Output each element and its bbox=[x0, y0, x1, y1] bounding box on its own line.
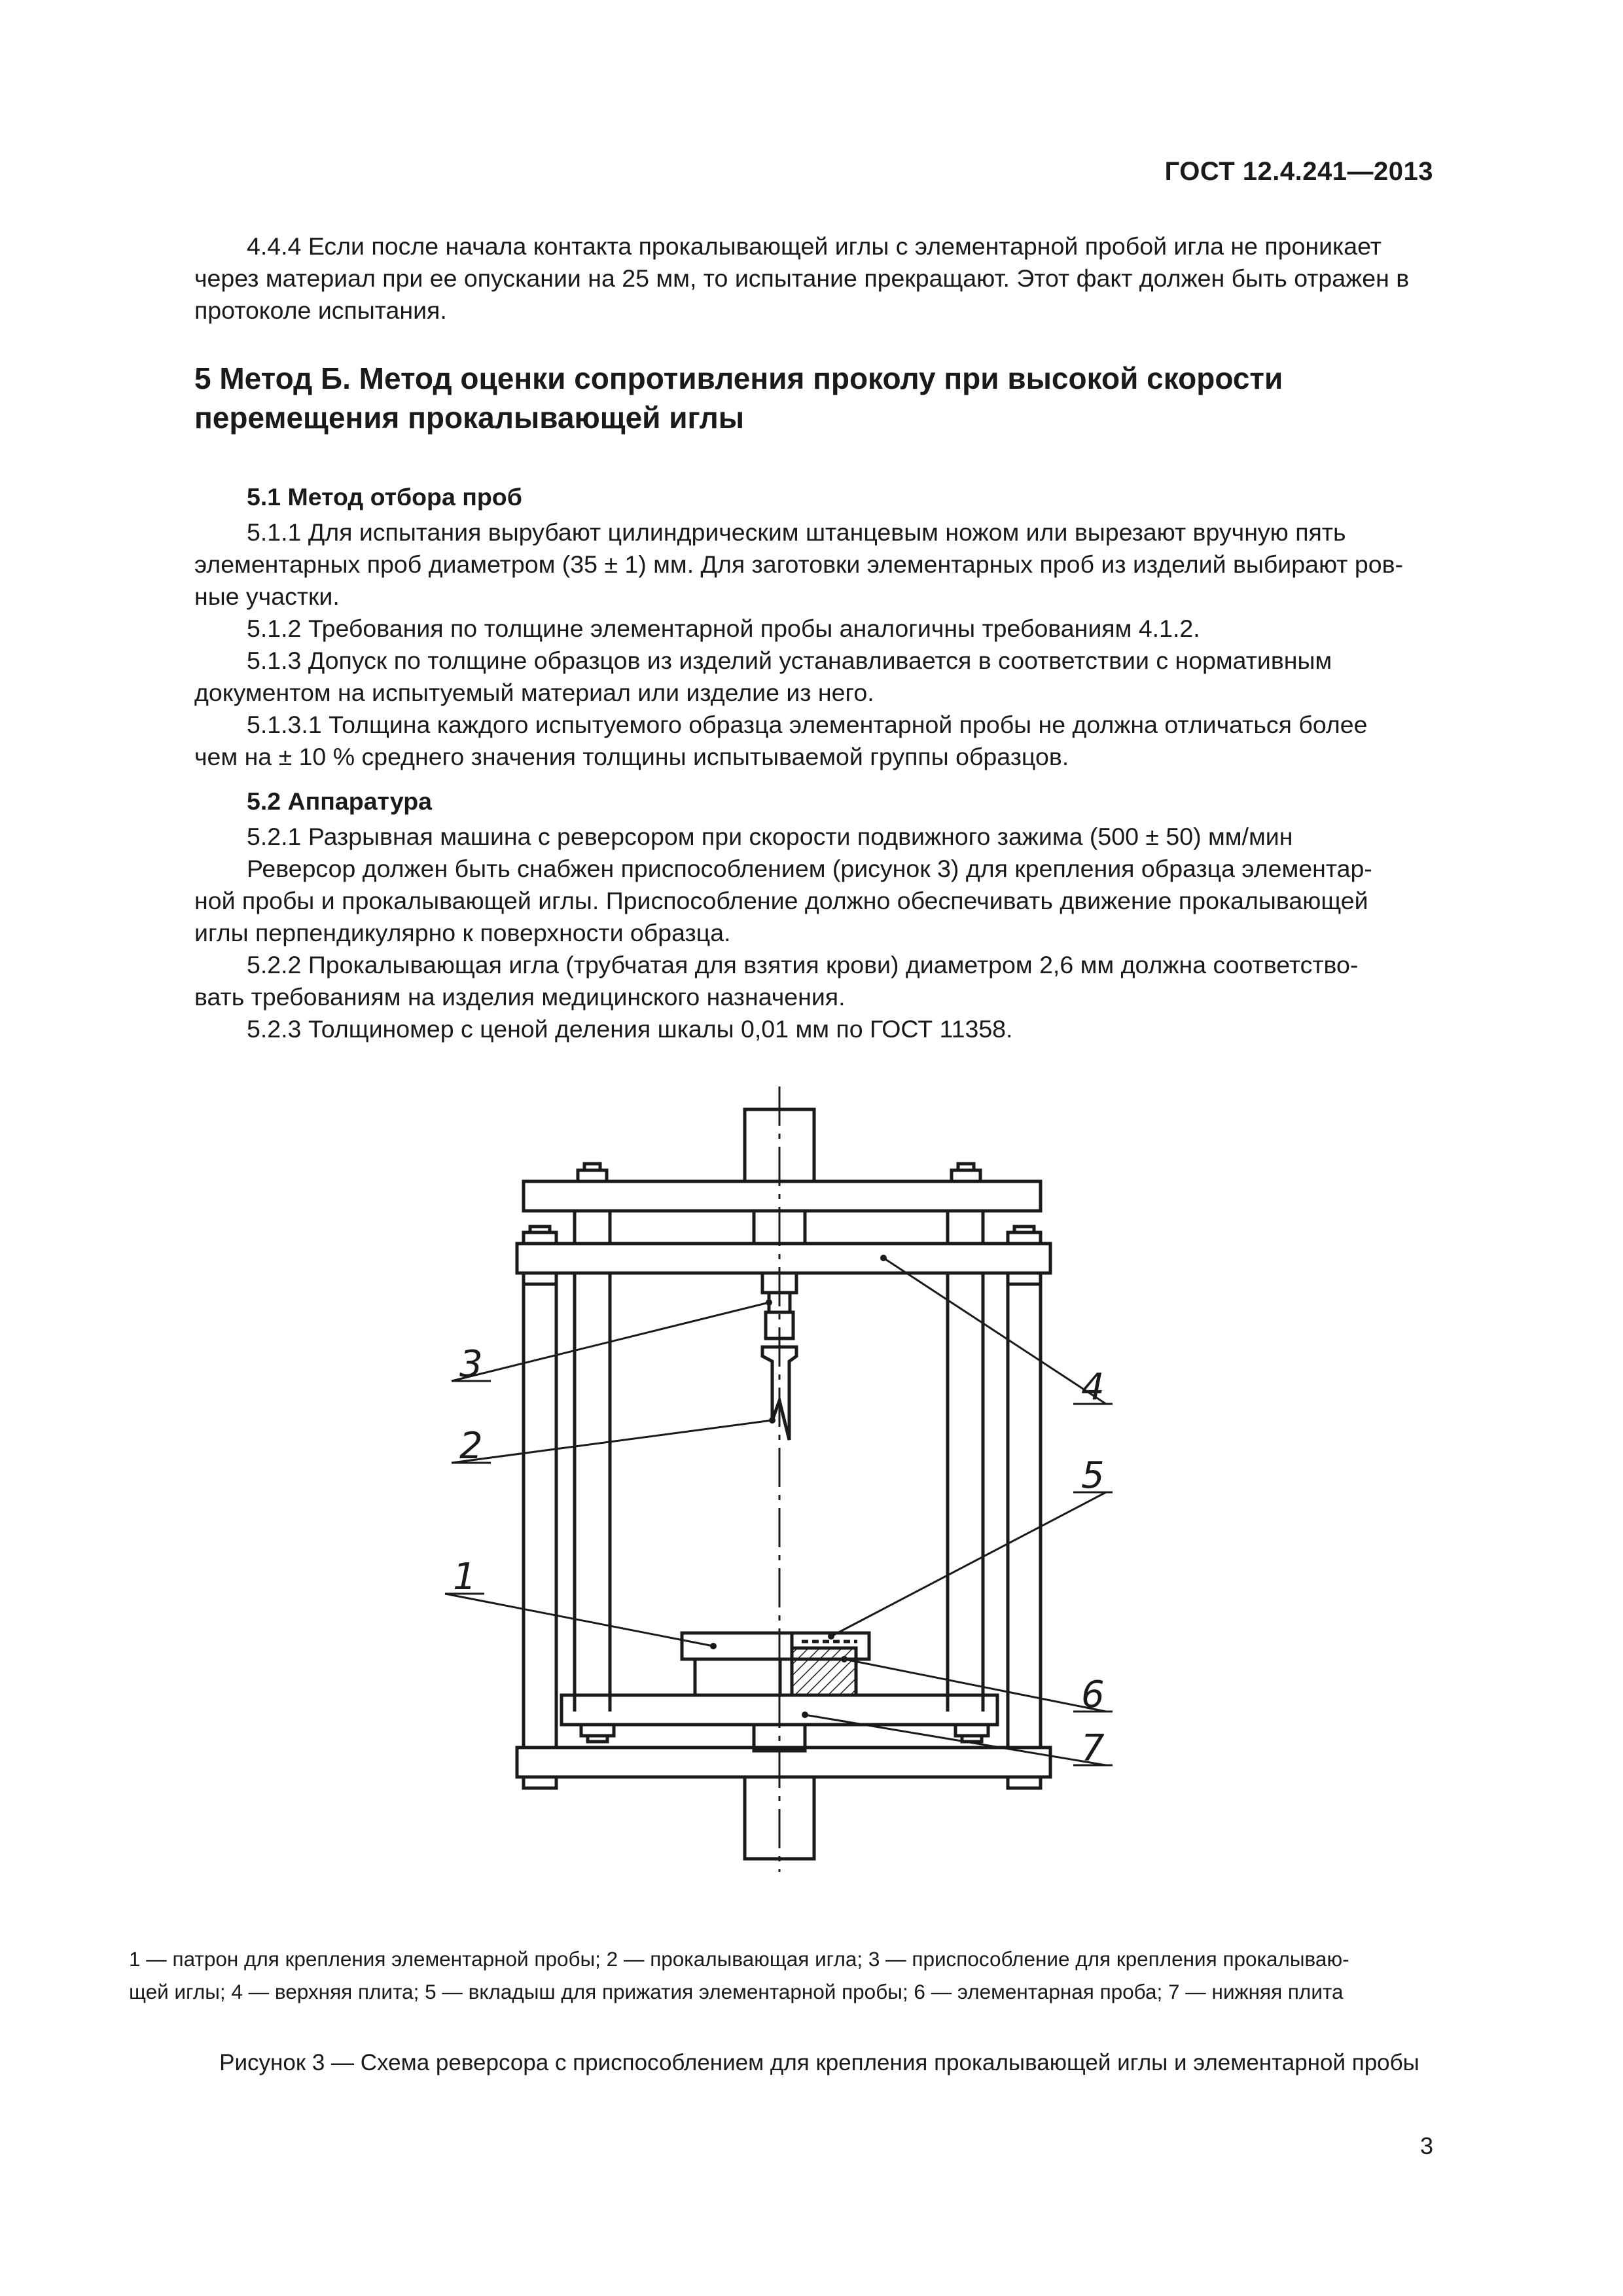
subsection-heading: 5.1 Метод отбора проб bbox=[247, 483, 522, 511]
callout-4: 4 bbox=[1081, 1366, 1105, 1408]
text-line: 5.2.3 Толщиномер с ценой деления шкалы 0,01 мм по ГОСТ 11358. bbox=[247, 1015, 1013, 1043]
section-title-line: перемещения прокалывающей иглы bbox=[194, 401, 745, 435]
standard-code: ГОСТ 12.4.241—2013 bbox=[1164, 157, 1433, 186]
section-title-line: 5 Метод Б. Метод оценки сопротивления проколу при высокой скорости bbox=[194, 361, 1283, 395]
text-line: 5.1.2 Требования по толщине элементарной пробы аналогичны требованиям 4.1.2. bbox=[247, 615, 1200, 642]
text-line: через материал при ее опускании на 25 мм, то испытание прекращают. Этот факт должен быть отражен в bbox=[194, 264, 1410, 292]
figure-3-reverser-diagram bbox=[425, 1086, 1158, 1898]
legend-line: 1 — патрон для крепления элементарной пробы; 2 — прокалывающая игла; 3 — приспособление для крепления прокалываю- bbox=[129, 1947, 1349, 1971]
elementary-sample bbox=[792, 1648, 856, 1695]
text-line: 5.2.2 Прокалывающая игла (трубчатая для взятия крови) диаметром 2,6 мм должна соответство- bbox=[247, 951, 1359, 978]
callout-7: 7 bbox=[1081, 1727, 1105, 1770]
text-line: 5.1.1 Для испытания вырубают цилиндрическим штанцевым ножом или вырезают вручную пять bbox=[247, 518, 1346, 546]
text-line: ные участки. bbox=[194, 583, 340, 610]
figure-caption: Рисунок 3 — Схема реверсора с приспособлением для крепления прокалывающей иглы и элементарной пробы bbox=[219, 2050, 1419, 2075]
callout-1: 1 bbox=[453, 1556, 476, 1598]
paragraph-4-4-4 bbox=[194, 230, 1444, 327]
text-line: 4.4.4 Если после начала контакта прокалывающей иглы с элементарной пробой игла не проникает bbox=[247, 232, 1382, 260]
text-line: Реверсор должен быть снабжен приспособлением (рисунок 3) для крепления образца элементар- bbox=[247, 855, 1372, 882]
subsection-5-2 bbox=[194, 785, 1444, 1045]
callout-5: 5 bbox=[1081, 1454, 1105, 1497]
text-line: чем на ± 10 % среднего значения толщины испытываемой группы образцов. bbox=[194, 743, 1069, 770]
figure-legend bbox=[129, 1943, 1438, 2008]
reverser-drawing bbox=[425, 1086, 1158, 1898]
section-5-title bbox=[194, 359, 1444, 437]
subsection-heading: 5.2 Аппаратура bbox=[247, 787, 432, 815]
text-line: документом на испытуемый материал или изделие из него. bbox=[194, 679, 874, 706]
callout-3: 3 bbox=[459, 1343, 483, 1386]
upper-plate bbox=[517, 1244, 1050, 1273]
text-line: 5.1.3 Допуск по толщине образцов из изделий устанавливается в соответствии с нормативным bbox=[247, 647, 1332, 674]
subsection-5-1 bbox=[194, 481, 1444, 773]
callout-2: 2 bbox=[459, 1425, 483, 1467]
text-line: 5.2.1 Разрывная машина с реверсором при скорости подвижного зажима (500 ± 50) мм/мин bbox=[247, 823, 1293, 850]
text-line: элементарных проб диаметром (35 ± 1) мм. Для заготовки элементарных проб из изделий выбирают ров- bbox=[194, 550, 1403, 578]
top-crossbar bbox=[524, 1181, 1041, 1211]
text-line: ной пробы и прокалывающей иглы. Приспособление должно обеспечивать движение прокалывающей bbox=[194, 887, 1368, 914]
text-line: иглы перпендикулярно к поверхности образца. bbox=[194, 919, 731, 946]
text-line: вать требованиям на изделия медицинского назначения. bbox=[194, 983, 846, 1011]
legend-line: щей иглы; 4 — верхняя плита; 5 — вкладыш для прижатия элементарной пробы; 6 — элементарная проба; 7 — нижняя плита bbox=[129, 1980, 1344, 2003]
text-line: 5.1.3.1 Толщина каждого испытуемого образца элементарной пробы не должна отличаться более bbox=[247, 711, 1368, 738]
sample-chuck bbox=[682, 1633, 792, 1659]
page-number: 3 bbox=[1419, 2132, 1433, 2159]
text-line: протоколе испытания. bbox=[194, 296, 447, 324]
callout-6: 6 bbox=[1081, 1674, 1105, 1716]
